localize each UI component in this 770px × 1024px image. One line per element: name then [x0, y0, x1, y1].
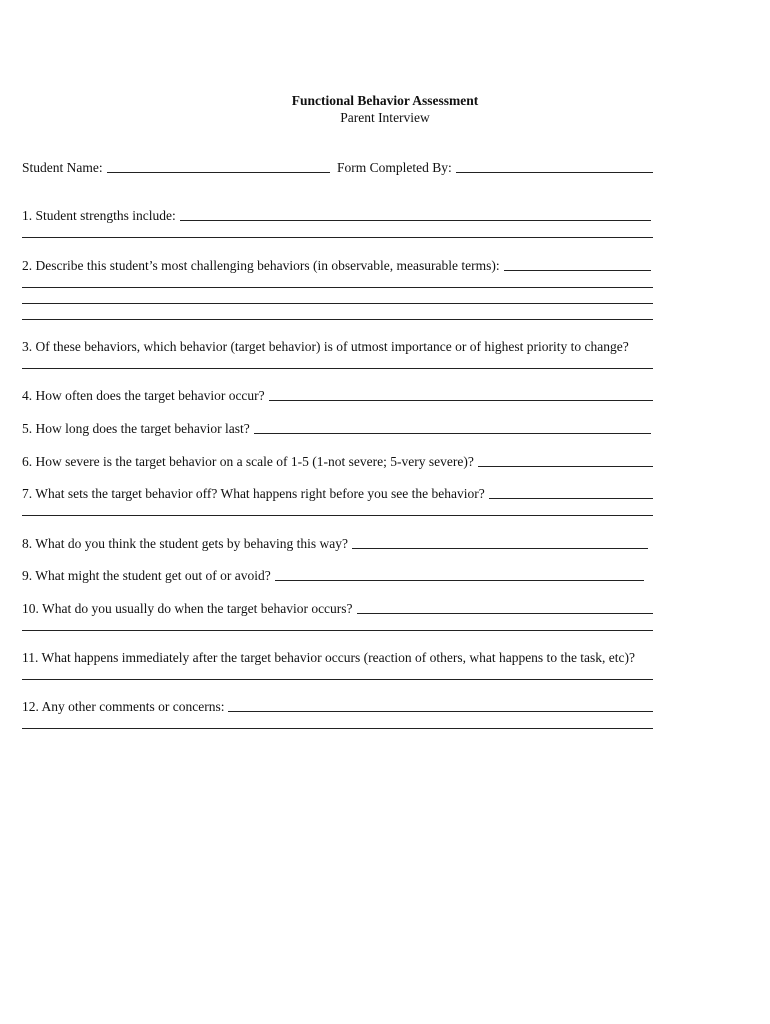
- question-5-row: [22, 419, 651, 437]
- question-9-label: 9. What might the student get out of or avoid?: [22, 568, 271, 583]
- question-1-answer-line-2[interactable]: [22, 237, 653, 238]
- question-2-answer-line-2[interactable]: [22, 287, 653, 288]
- question-6-label: 6. How severe is the target behavior on a scale of 1-5 (1-not severe; 5-very severe)?: [22, 454, 474, 469]
- question-7-field[interactable]: [489, 498, 653, 499]
- question-9-row: [22, 566, 644, 584]
- question-12-row: [22, 697, 653, 715]
- completed-by-row: [337, 158, 653, 176]
- question-10-field[interactable]: [357, 613, 653, 614]
- question-12-answer-line-2[interactable]: [22, 728, 653, 729]
- question-4-field[interactable]: [269, 400, 653, 401]
- completed-by-field[interactable]: [456, 172, 653, 173]
- question-7-row: [22, 484, 653, 502]
- student-name-field[interactable]: [107, 172, 330, 173]
- question-10-label: 10. What do you usually do when the target behavior occurs?: [22, 601, 353, 616]
- question-5-field[interactable]: [254, 433, 651, 434]
- completed-by-label: Form Completed By:: [337, 160, 452, 175]
- form-title: Functional Behavior Assessment: [291, 93, 479, 108]
- question-10-row: [22, 599, 653, 617]
- question-2-label: 2. Describe this student’s most challenging behaviors (in observable, measurable terms):: [22, 258, 500, 273]
- question-3-label: 3. Of these behaviors, which behavior (target behavior) is of utmost importance or of highest priority to change?: [22, 339, 629, 354]
- question-7-label: 7. What sets the target behavior off? What happens right before you see the behavior?: [22, 486, 485, 501]
- question-11-answer-line[interactable]: [22, 679, 653, 680]
- question-6-field[interactable]: [478, 466, 653, 467]
- question-3-row: [22, 337, 653, 355]
- question-3-answer-line[interactable]: [22, 368, 653, 369]
- question-8-label: 8. What do you think the student gets by behaving this way?: [22, 536, 348, 551]
- student-name-row: [22, 158, 330, 176]
- question-12-label: 12. Any other comments or concerns:: [22, 699, 225, 714]
- question-11-row: [22, 648, 662, 666]
- question-1-label: 1. Student strengths include:: [22, 208, 176, 223]
- question-9-field[interactable]: [275, 580, 644, 581]
- question-10-answer-line-2[interactable]: [22, 630, 653, 631]
- question-1-row: [22, 206, 651, 224]
- question-1-field[interactable]: [180, 220, 651, 221]
- question-2-row: [22, 256, 651, 274]
- question-7-answer-line-2[interactable]: [22, 515, 653, 516]
- student-name-label: Student Name:: [22, 160, 103, 175]
- question-8-field[interactable]: [352, 548, 648, 549]
- question-4-row: [22, 386, 653, 404]
- question-12-field[interactable]: [228, 711, 653, 712]
- question-6-row: [22, 452, 653, 470]
- question-2-answer-line-4[interactable]: [22, 319, 653, 320]
- question-4-label: 4. How often does the target behavior occur?: [22, 388, 265, 403]
- question-5-label: 5. How long does the target behavior last?: [22, 421, 250, 436]
- form-subtitle: Parent Interview: [340, 110, 430, 125]
- question-2-answer-line-3[interactable]: [22, 303, 653, 304]
- question-11-label: 11. What happens immediately after the target behavior occurs (reaction of others, what happens to the task, etc)?: [22, 650, 636, 665]
- question-8-row: [22, 534, 648, 552]
- question-2-field[interactable]: [504, 270, 651, 271]
